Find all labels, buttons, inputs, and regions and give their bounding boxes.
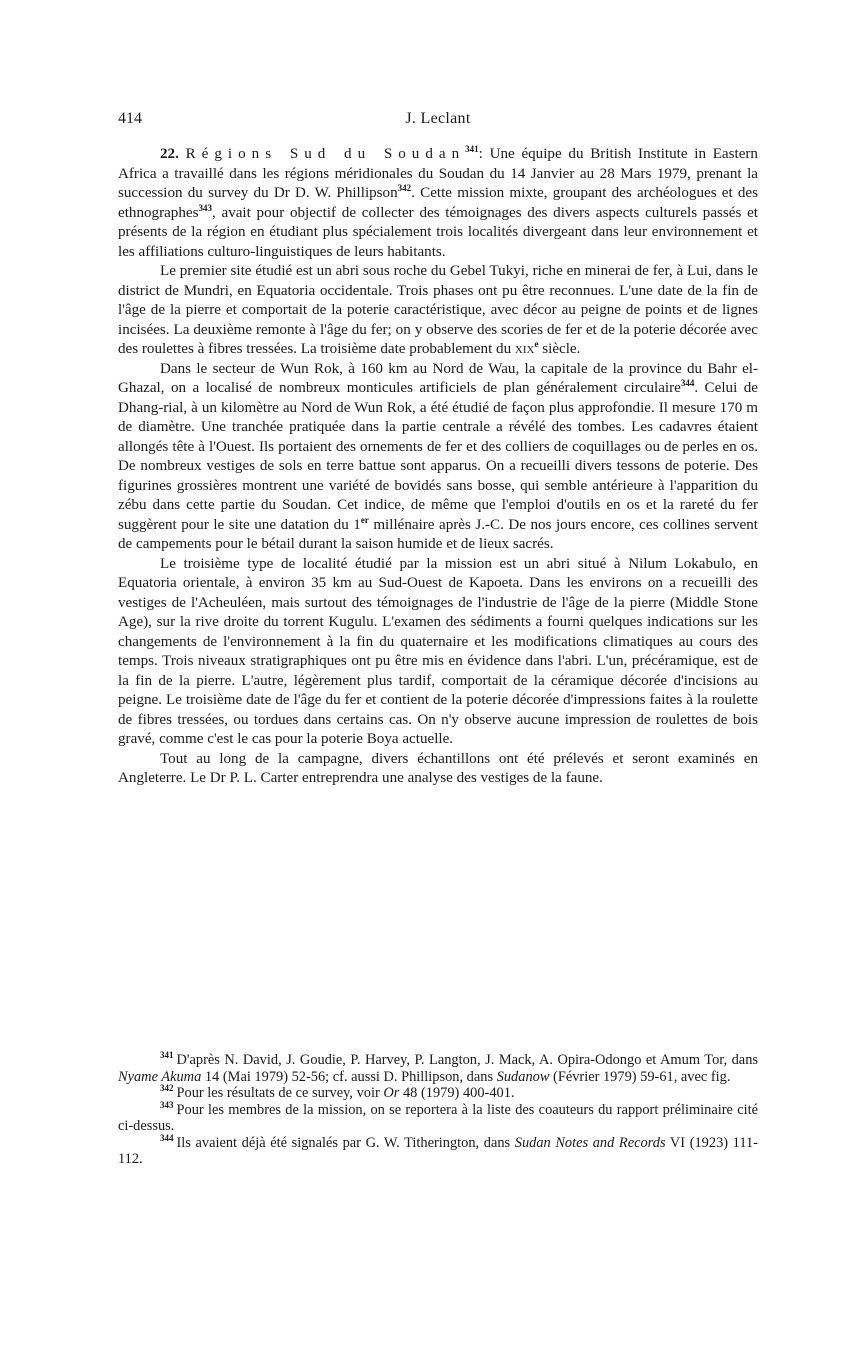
paragraph: [118, 360, 758, 555]
footnote-ref: 341: [465, 143, 479, 154]
paragraph-text: millénaire après J.-C. De nos jours encore, ces collines servent de campements pour le bétail durant la saison humide et de lieux sacrés.: [118, 516, 758, 552]
ordinal-suffix: e: [534, 338, 539, 349]
footnote-text: Ils avaient déjà été signalés par G. W. Titherington, dans: [176, 1134, 515, 1151]
footnote: [118, 1052, 758, 1085]
running-title: J. Leclant: [405, 110, 471, 127]
page-number: 414: [118, 110, 142, 127]
running-head: [118, 110, 758, 134]
paragraph-text: : Une équipe du British Institute in Eastern Africa a travaillé dans les régions méridionales du Soudan du 14 Janvier au 28 Mars 1979, prenant la succession du survey du Dr D. W. Phillipson: [118, 146, 758, 201]
section-paragraph: [118, 145, 758, 262]
paragraph-text: . Celui de Dhang-rial, à un kilomètre au Nord de Wun Rok, a été étudié de façon plus approfondie. Il mesure 170 m de diamètre. Une tranchée pratiquée dans la partie centrale a révélé des tombes. Les cadavres étaient allongés tête à l'Ouest. Ils portaient des ornements de fer et des colliers de coquillages ou de perles en os. De nombreux vestiges de sols en terre battue sont apparus. On a recueilli divers tessons de poterie. Des figurines grossières montrent une variété de bovidés sans bosse, qui semble antérieure à l'apparition du zébu dans cette partie du Soudan. Cet indice, de même que l'emploi d'outils en os et la rareté du fer suggèrent pour le site une datation du 1: [118, 380, 758, 533]
journal-title: Sudan Notes and Records: [514, 1134, 666, 1151]
footnote-number: 344: [160, 1132, 174, 1143]
footnote-text: 14 (Mai 1979) 52-56; cf. aussi D. Phillipson, dans: [201, 1068, 497, 1085]
paragraph-text: , avait pour objectif de collecter des témoignages des divers aspects culturels passés et présents de la région en étudiant plus spécialement trois localités divergeant dans leur environnement et les affiliations culturo-linguistiques de leurs habitants.: [118, 204, 758, 260]
footnote-text: Pour les résultats de ce survey, voir: [176, 1085, 384, 1101]
journal-title: Or: [383, 1085, 400, 1101]
footnote-text: D'après N. David, J. Goudie, P. Harvey, P. Langton, J. Mack, A. Opira-Odongo et Amum Tor, dans: [176, 1052, 758, 1068]
body-text: [118, 145, 758, 789]
paragraph-text: siècle.: [538, 341, 581, 357]
paragraph: [118, 262, 758, 360]
footnote-text: VI (1923) 111-112.: [118, 1134, 758, 1167]
paragraph: Tout au long de la campagne, divers échantillons ont été prélevés et seront examinés en Angleterre. Le Dr P. L. Carter entreprendra une analyse des vestiges de la faune.: [118, 750, 758, 786]
paragraph-text: Dans le secteur de Wun Rok, à 160 km au Nord de Wau, la capitale de la province du Bahr el-Ghazal, on a localisé de nombreux monticules artificiels de plan généralement circulaire: [118, 360, 758, 396]
footnote-text: 48 (1979) 400-401.: [399, 1085, 515, 1101]
footnote: [118, 1132, 758, 1168]
journal-title: Sudanow: [496, 1068, 550, 1085]
footnote: [118, 1085, 758, 1102]
section-number: 22.: [160, 146, 179, 162]
ordinal-suffix: er: [360, 514, 369, 525]
footnote: [118, 1099, 758, 1135]
journal-title: Nyame Akuma: [118, 1068, 202, 1085]
section-title: Régions Sud du Soudan: [185, 146, 466, 162]
footnote-text: (Février 1979) 59-61, avec fig.: [549, 1068, 731, 1085]
footnote-number: 342: [160, 1083, 174, 1094]
footnote-number: 341: [160, 1050, 174, 1061]
paragraph-text: . Cette mission mixte, groupant des archéologues et des ethnographes: [118, 185, 758, 221]
paragraph: Le troisième type de localité étudié par la mission est un abri situé à Nilum Lokabulo, en Equatoria orientale, à environ 35 km au Sud-Ouest de Kapoeta. Dans les environs on a recueilli des vestiges de l'Acheuléen, mais surtout des témoignages de l'industrie de l'âge de la pierre (Middle Stone Age), sur la rive droite du torrent Kugulu. L'examen des sédiments a fourni quelques indications sur les changements de l'environnement à la fin du quaternaire et les modifications climatiques au cours des temps. Trois niveaux stratigraphiques ont pu être mis en évidence dans l'abri. L'un, précéramique, est de la fin de la pierre. L'autre, légèrement plus tardif, comportait de la céramique décorée d'incisions au peigne. Le troisième date de l'âge du fer et contient de la poterie décorée d'impressions faites à la roulette de fibres tressées, ou tordues dans certains cas. On n'y observe aucune impression de roulettes de bois gravé, comme c'est le cas pour la poterie Boya actuelle.: [118, 555, 758, 747]
paragraph-text: Le premier site étudié est un abri sous roche du Gebel Tukyi, riche en minerai de fer, à Lui, dans le district de Mundri, en Equatoria occidentale. Trois phases ont pu être reconnues. L'une date de la fin de l'âge de la pierre et comportait de la poterie caractéristique, avec décor au peigne de points et de lignes incisées. La deuxième remonte à l'âge du fer; on y observe des scories de fer et de la poterie décorée avec des roulettes à fibres tressées. La troisième date probablement du: [118, 263, 758, 357]
footnotes: [118, 1052, 758, 1168]
footnote-ref: 343: [198, 202, 212, 213]
footnote-text: Pour les membres de la mission, on se reportera à la liste des coauteurs du rapport préliminaire cité ci-dessus.: [118, 1101, 758, 1134]
footnote-ref: 342: [397, 182, 412, 193]
footnote-number: 343: [160, 1099, 174, 1110]
century-numeral: xix: [514, 341, 535, 357]
footnote-ref: 344: [680, 377, 695, 388]
